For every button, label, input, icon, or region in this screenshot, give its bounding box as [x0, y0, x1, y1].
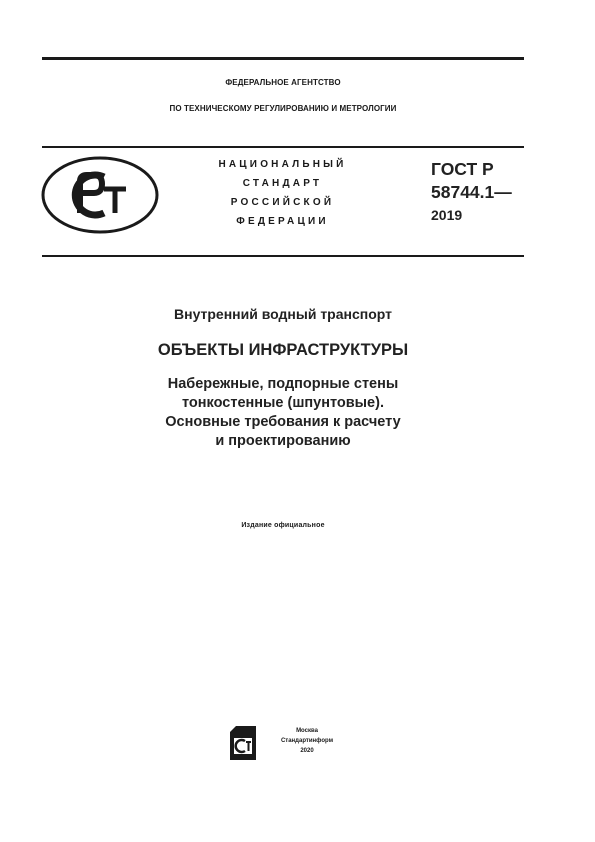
publisher-info: [262, 726, 352, 756]
publisher-name: Стандартинформ: [280, 738, 334, 744]
description-line-2: тонкостенные (шпунтовые).: [182, 395, 384, 411]
description-line-3: Основные требования к расчету: [165, 414, 401, 430]
designation-line-2: 58744.1—: [431, 182, 512, 202]
document-subtitle: Внутренний водный транспорт: [174, 306, 392, 322]
publisher-city: Москва: [296, 728, 318, 734]
rst-certification-mark-icon: [40, 155, 160, 235]
national-standard-line-2: СТАНДАРТ: [242, 178, 323, 189]
description-line-4: и проектированию: [215, 433, 351, 449]
national-standard-line-4: ФЕДЕРАЦИИ: [236, 216, 329, 227]
document-title: ОБЪЕКТЫ ИНФРАСТРУКТУРЫ: [157, 341, 409, 359]
standard-designation: [431, 158, 512, 226]
document-description: [42, 375, 524, 451]
designation-line-3: 2019: [431, 207, 463, 223]
bottom-rule: [42, 255, 524, 257]
agency-line-1: ФЕДЕРАЛЬНОЕ АГЕНТСТВО: [225, 78, 341, 87]
national-standard-label: [190, 155, 375, 231]
agency-line-2: ПО ТЕХНИЧЕСКОМУ РЕГУЛИРОВАНИЮ И МЕТРОЛОГИИ: [169, 104, 397, 113]
edition-note: Издание официальное: [241, 522, 325, 529]
national-standard-line-1: НАЦИОНАЛЬНЫЙ: [218, 159, 347, 170]
description-line-1: Набережные, подпорные стены: [167, 376, 399, 392]
standartinform-logo-icon: [226, 724, 260, 762]
middle-rule: [42, 146, 524, 148]
publisher-year: 2020: [300, 748, 314, 754]
top-rule: [42, 57, 524, 60]
national-standard-line-3: РОССИЙСКОЙ: [230, 197, 335, 208]
designation-line-1: ГОСТ Р: [431, 159, 494, 179]
